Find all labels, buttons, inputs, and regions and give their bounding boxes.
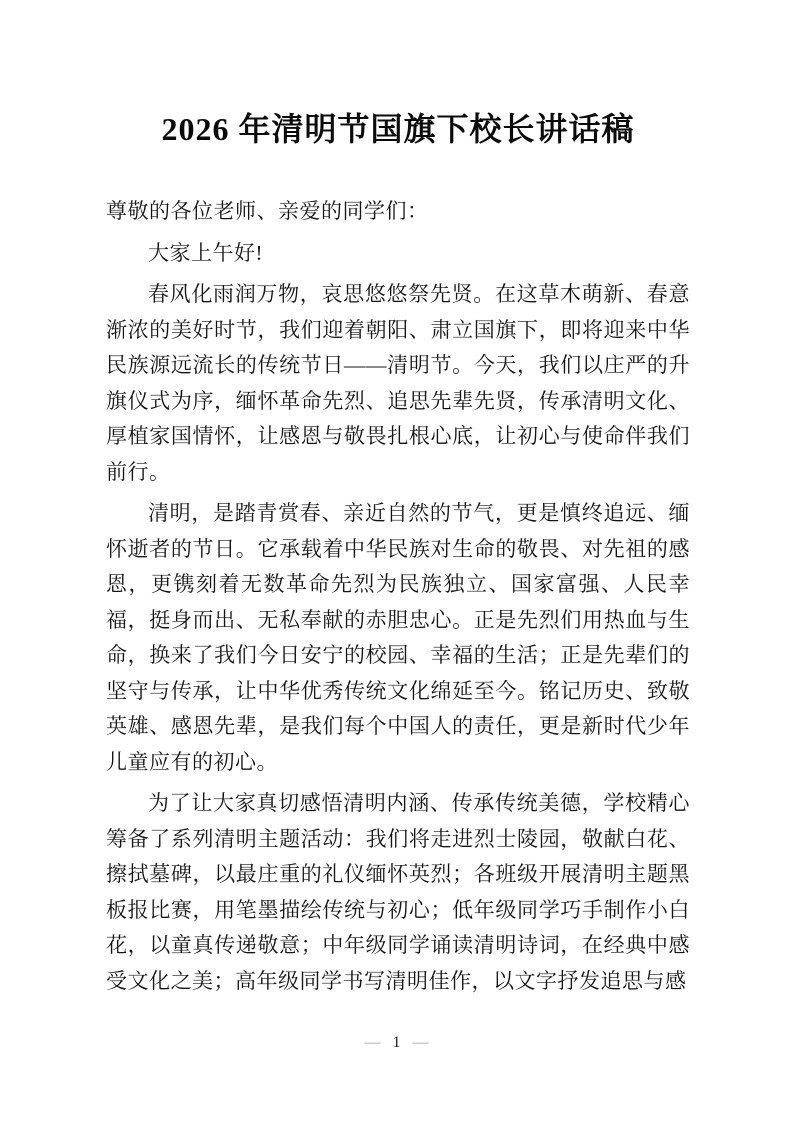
greeting-line: 大家上午好!	[148, 240, 263, 265]
page-number: 1	[392, 1034, 401, 1051]
footer-right-dash: —	[412, 1034, 429, 1051]
salutation-line: 尊敬的各位老师、亲爱的同学们：	[106, 199, 429, 223]
document-content	[106, 104, 690, 1005]
body-paragraph-3: 为了让大家真切感悟清明内涵、传承传统美德，学校精心筹备了系列清明主题活动：我们将走进烈士陵园，敬献白花、擦拭墓碑，以最庄重的礼仪缅怀英烈；各班级开展清明主题黑板报比赛，用笔墨描绘传统与初心；低年级同学巧手制作小白花，以童真传递敬意；中年级同学诵读清明诗词，在经典中感受文化之美；高年级同学书写清明佳作，以文字抒发追思与感	[106, 791, 690, 993]
document-title: 2026 年清明节国旗下校长讲话稿	[161, 111, 635, 147]
footer-left-dash: —	[364, 1034, 381, 1051]
body-paragraph-1: 春风化雨润万物，哀思悠悠祭先贤。在这草木萌新、春意渐浓的美好时节，我们迎着朝阳、肃立国旗下，即将迎来中华民族源远流长的传统节日——清明节。今天，我们以庄严的升旗仪式为序，缅怀革命先烈、追思先辈先贤，传承清明文化、厚植家国情怀，让感恩与敬畏扎根心底，让初心与使命伴我们前行。	[106, 282, 690, 484]
body-paragraph-2: 清明，是踏青赏春、亲近自然的节气，更是慎终追远、缅怀逝者的节日。它承载着中华民族对生命的敬畏、对先祖的感恩，更镌刻着无数革命先烈为民族独立、国家富强、人民幸福，挺身而出、无私奉献的赤胆忠心。正是先烈们用热血与生命，换来了我们今日安宁的校园、幸福的生活；正是先辈们的坚守与传承，让中华优秀传统文化绵延至今。铭记历史、致敬英雄、感恩先辈，是我们每个中国人的责任，更是新时代少年儿童应有的初心。	[106, 501, 690, 774]
page-footer	[0, 1032, 793, 1054]
